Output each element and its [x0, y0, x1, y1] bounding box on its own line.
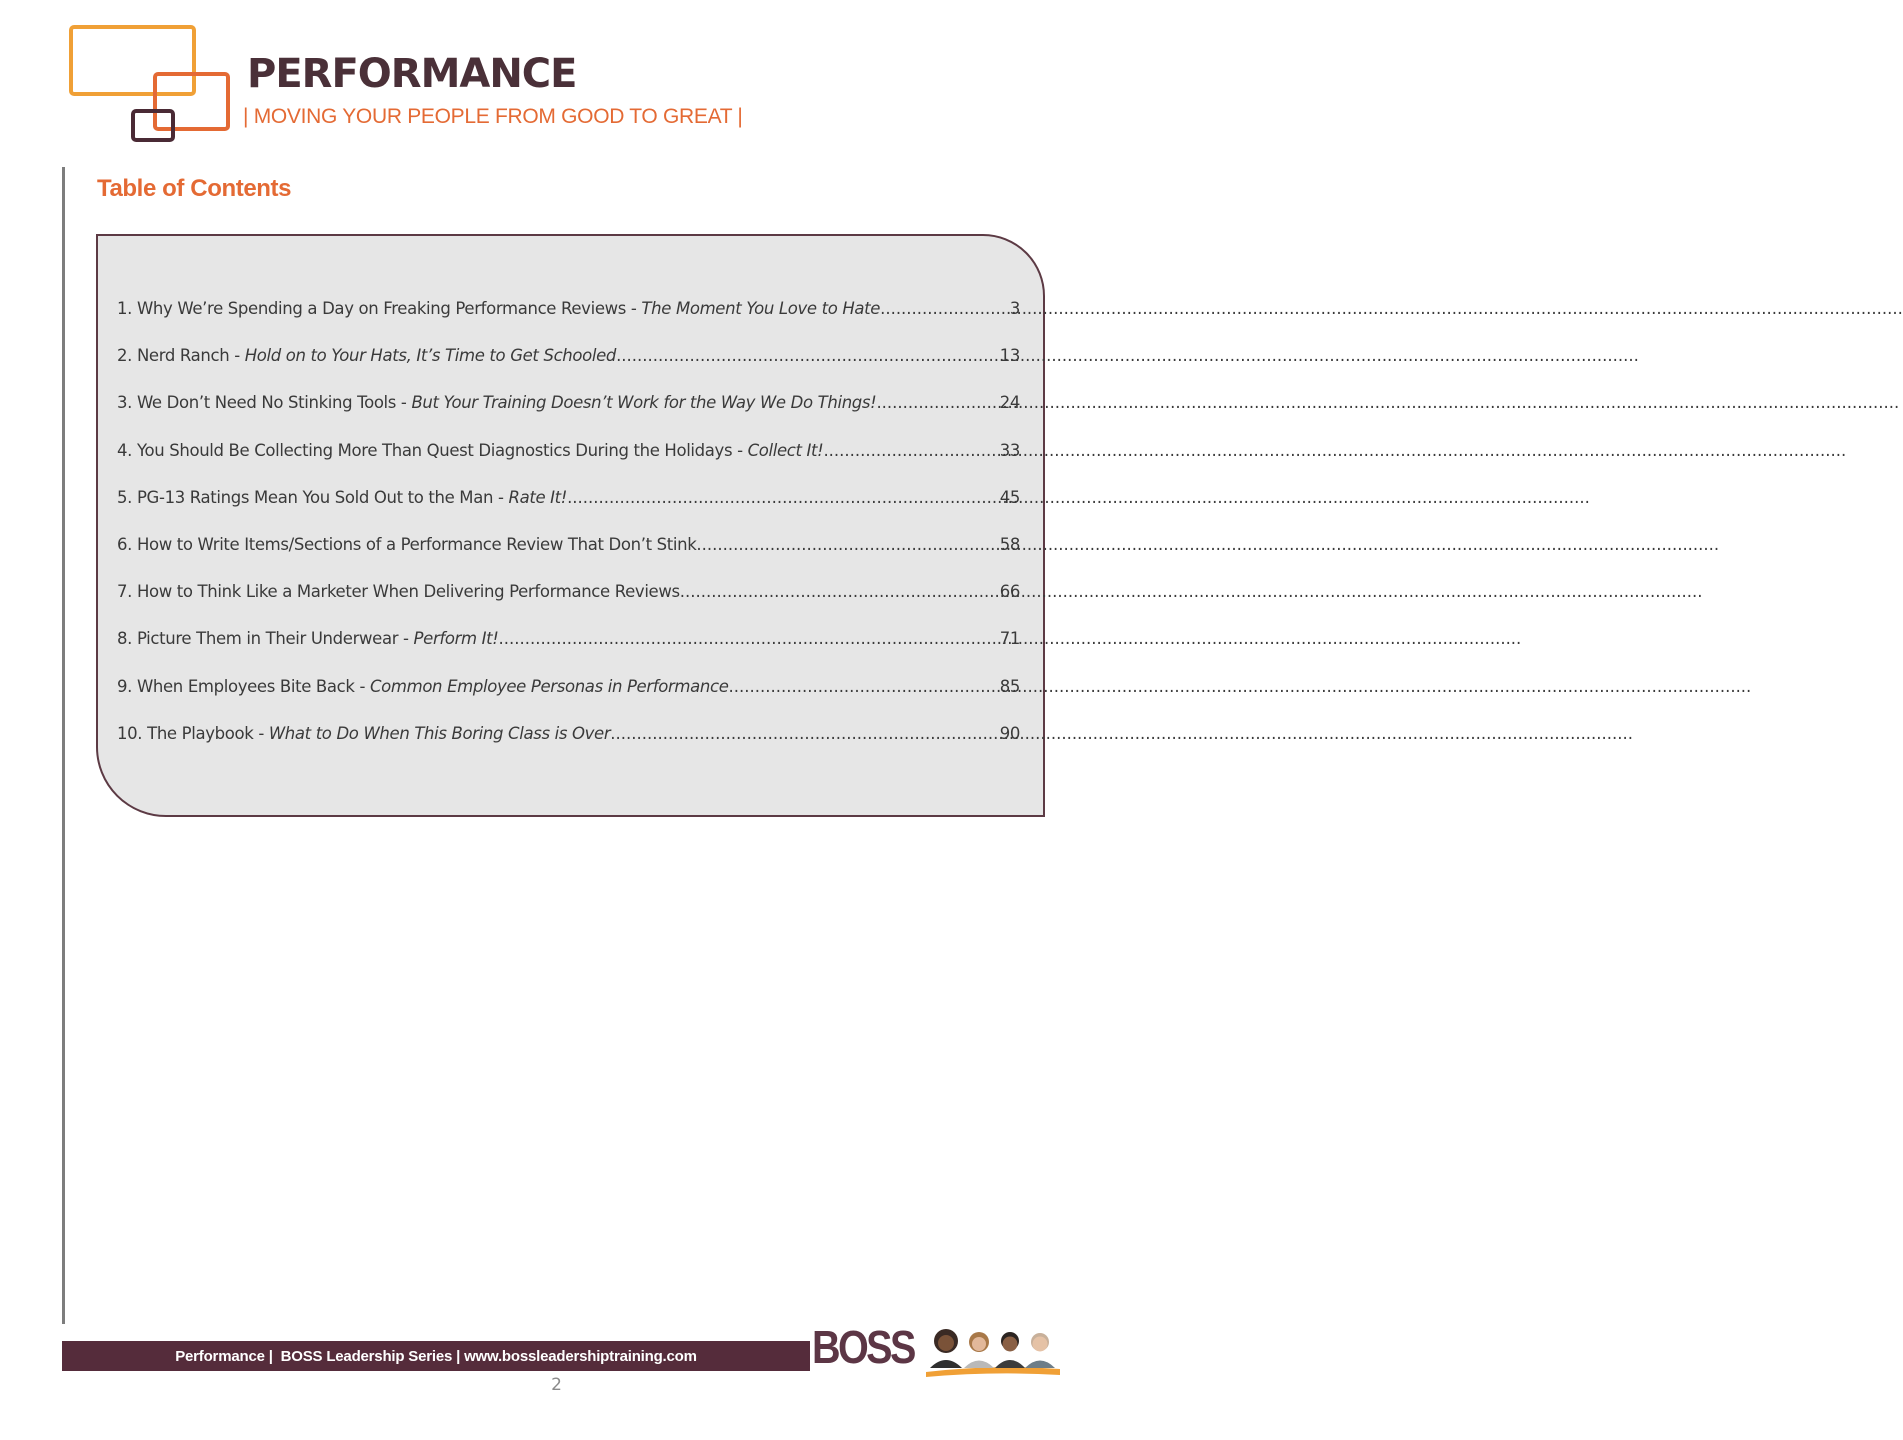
toc-entry-subtitle: Common Employee Personas in Performance: [369, 677, 729, 696]
toc-entry-title: 2. Nerd Ranch -: [117, 346, 245, 365]
toc-entry[interactable]: [117, 535, 1020, 554]
toc-entry-title: 1. Why We’re Spending a Day on Freaking Performance Reviews -: [117, 299, 642, 318]
document-title: PERFORMANCE: [247, 51, 577, 97]
footer-website-link[interactable]: www.bossleadershiptraining.com: [464, 1347, 697, 1365]
toc-entry[interactable]: [117, 441, 1020, 460]
toc-entry[interactable]: [117, 488, 1020, 507]
toc-entry-title: 9. When Employees Bite Back -: [117, 677, 370, 696]
footer-bar: [62, 1341, 810, 1371]
toc-entry-page: 90: [999, 724, 1020, 743]
toc-entry-subtitle: But Your Training Doesn’t Work for the Way We Do Things!: [411, 393, 877, 412]
toc-entry-title: 10. The Playbook -: [117, 724, 269, 743]
page-number: 2: [551, 1375, 562, 1395]
boss-logo: [812, 1322, 1062, 1378]
dot-leader: [696, 535, 995, 554]
toc-entry-page: 33: [999, 441, 1020, 460]
toc-entry[interactable]: [117, 582, 1020, 601]
toc-entry-subtitle: Collect It!: [747, 441, 824, 460]
toc-entry-page: 85: [999, 677, 1020, 696]
toc-entry-subtitle: Hold on to Your Hats, It’s Time to Get Schooled: [244, 346, 617, 365]
toc-entry-title: 6. How to Write Items/Sections of a Performance Review That Don’t Stink: [117, 535, 697, 554]
toc-entry-subtitle: Rate It!: [508, 488, 568, 507]
dot-leader: [880, 299, 1006, 318]
toc-entry[interactable]: [117, 299, 1020, 318]
toc-entry-page: 71: [999, 629, 1020, 648]
document-subtitle: | MOVING YOUR PEOPLE FROM GOOD TO GREAT |: [243, 105, 743, 128]
toc-entry-page: 45: [999, 488, 1020, 507]
dot-leader: [876, 393, 995, 412]
toc-entry-page: 58: [999, 535, 1020, 554]
toc-entry-page: 13: [999, 346, 1020, 365]
toc-entry-page: 66: [999, 582, 1020, 601]
toc-entry-subtitle: The Moment You Love to Hate: [641, 299, 881, 318]
toc-entry[interactable]: [117, 724, 1020, 743]
left-margin-rule: [62, 167, 65, 1324]
dot-leader: [610, 724, 995, 743]
toc-entry-subtitle: What to Do When This Boring Class is Over: [268, 724, 611, 743]
dot-leader: [567, 488, 996, 507]
toc-entry-title: 4. You Should Be Collecting More Than Quest Diagnostics During the Holidays -: [117, 441, 748, 460]
dot-leader: [729, 677, 996, 696]
toc-entry-title: 8. Picture Them in Their Underwear -: [117, 629, 414, 648]
dot-leader: [680, 582, 996, 601]
toc-entry-subtitle: Perform It!: [413, 629, 499, 648]
toc-entry-page: 3: [1009, 299, 1020, 318]
toc-entry[interactable]: [117, 393, 1020, 412]
dot-leader: [499, 629, 996, 648]
footer-product: Performance |: [175, 1347, 273, 1365]
toc-entry-page: 24: [999, 393, 1020, 412]
footer-series: BOSS Leadership Series |: [280, 1347, 461, 1365]
performance-logo-mark: [66, 22, 236, 146]
toc-entry[interactable]: [117, 677, 1020, 696]
toc-heading: Table of Contents: [97, 175, 292, 202]
toc-entry[interactable]: [117, 346, 1020, 365]
toc-entry-title: 3. We Don’t Need No Stinking Tools -: [117, 393, 412, 412]
dot-leader: [616, 346, 996, 365]
toc-entry-title: 5. PG-13 Ratings Mean You Sold Out to the Man -: [117, 488, 509, 507]
dot-leader: [823, 441, 995, 460]
toc-entry[interactable]: [117, 629, 1020, 648]
boss-logo-text: BOSS: [812, 1321, 914, 1373]
toc-entry-title: 7. How to Think Like a Marketer When Delivering Performance Reviews: [117, 582, 680, 601]
toc-panel: [96, 234, 1045, 817]
team-people-icon: [924, 1322, 1062, 1378]
